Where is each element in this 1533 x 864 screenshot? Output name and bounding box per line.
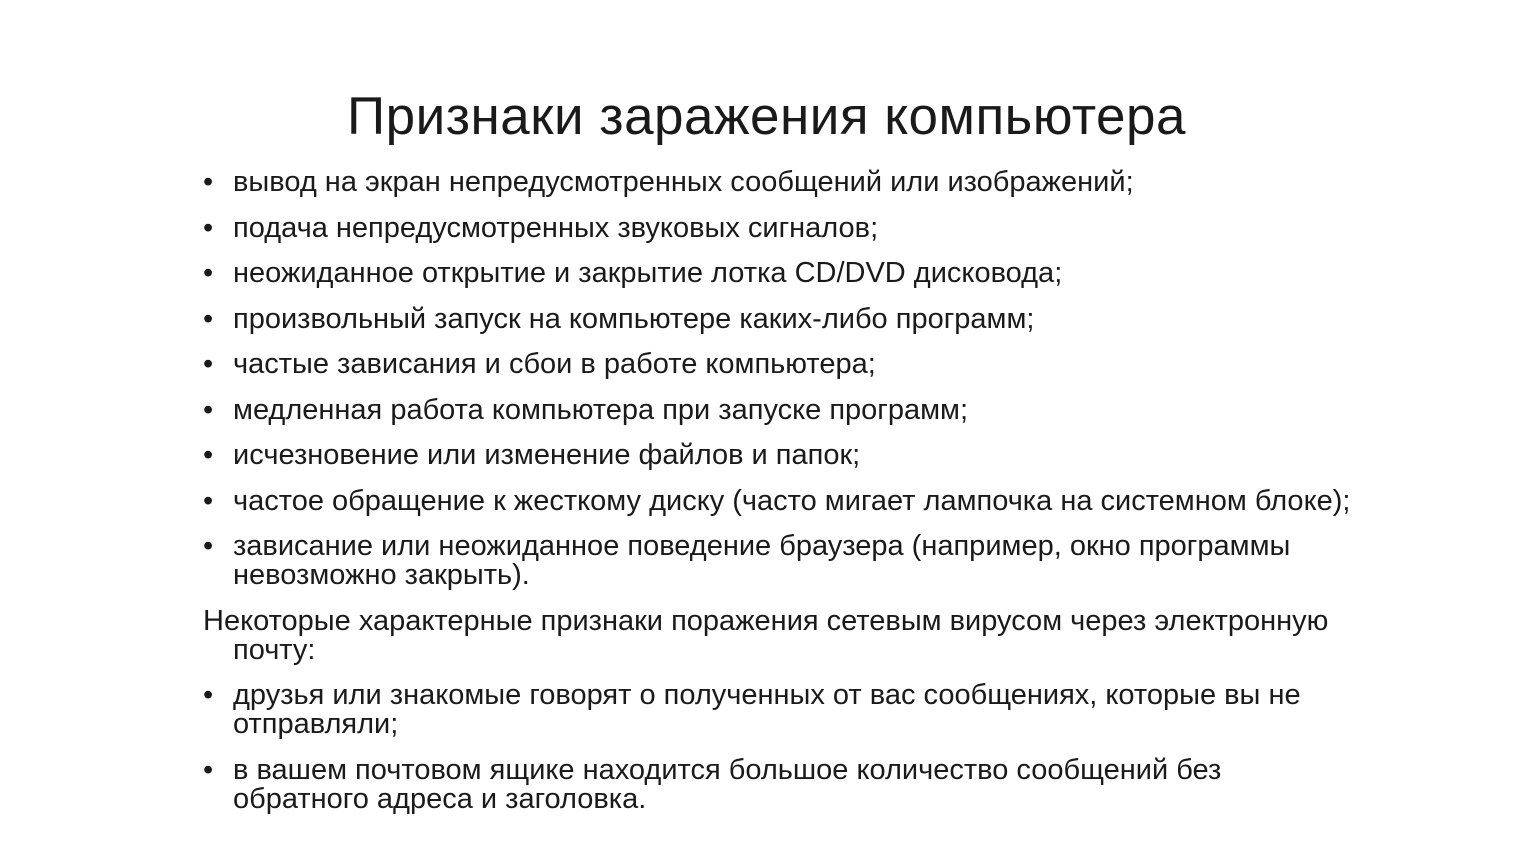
list-item-text: в вашем почтовом ящике находится большое количество сообщений без обратного адреса и заголовка. [233,753,1222,815]
bullet-icon: • [203,211,214,244]
list-item-text: исчезновение или изменение файлов и папок; [233,439,861,471]
bullet-icon: • [203,166,214,198]
list-item [203,259,1363,288]
email-symptoms-list [203,681,1363,814]
list-item-text: частое обращение к жесткому диску (часто мигает лампочка на системном блоке); [233,484,1351,517]
email-intro-paragraph: Некоторые характерные признаки поражения сетевым вирусом через электронную почту: [203,604,1329,666]
bullet-icon: • [203,484,214,517]
list-item-text: произвольный запуск на компьютере каких-либо программ; [233,302,1035,335]
list-item-text: вывод на экран непредусмотренных сообщений или изображений; [233,166,1134,198]
list-item [203,211,1363,244]
bullet-icon: • [203,439,214,471]
bullet-icon: • [203,348,214,380]
list-item [203,393,1363,426]
bullet-icon: • [203,393,214,426]
list-item-text: подача непредусмотренных звуковых сигналов; [233,211,879,244]
list-item [203,168,1363,197]
list-item-text: неожиданное открытие и закрытие лотка CD/DVD дисковода; [233,257,1063,289]
bullet-icon: • [203,753,214,786]
bullet-icon: • [203,257,214,289]
infection-symptoms-list [203,168,1363,590]
list-item [203,441,1363,470]
bullet-icon: • [203,302,214,335]
list-item [203,681,1363,739]
list-item [203,350,1363,379]
list-item [203,532,1363,590]
bullet-icon: • [203,530,214,562]
list-item-text: друзья или знакомые говорят о полученных от вас сообщениях, которые вы не отправляли; [233,679,1301,740]
list-item [203,302,1363,335]
list-item-text: медленная работа компьютера при запуске программ; [233,393,969,426]
list-item [203,484,1363,517]
bullet-icon: • [203,679,214,711]
list-item [203,753,1363,815]
slide-title: Признаки заражения компьютера [347,87,1186,146]
list-item-text: частые зависания и сбои в работе компьютера; [233,348,876,380]
slide-body [203,168,1363,814]
list-item-text: зависание или неожиданное поведение браузера (например, окно программы невозможно закрыть). [233,530,1291,591]
